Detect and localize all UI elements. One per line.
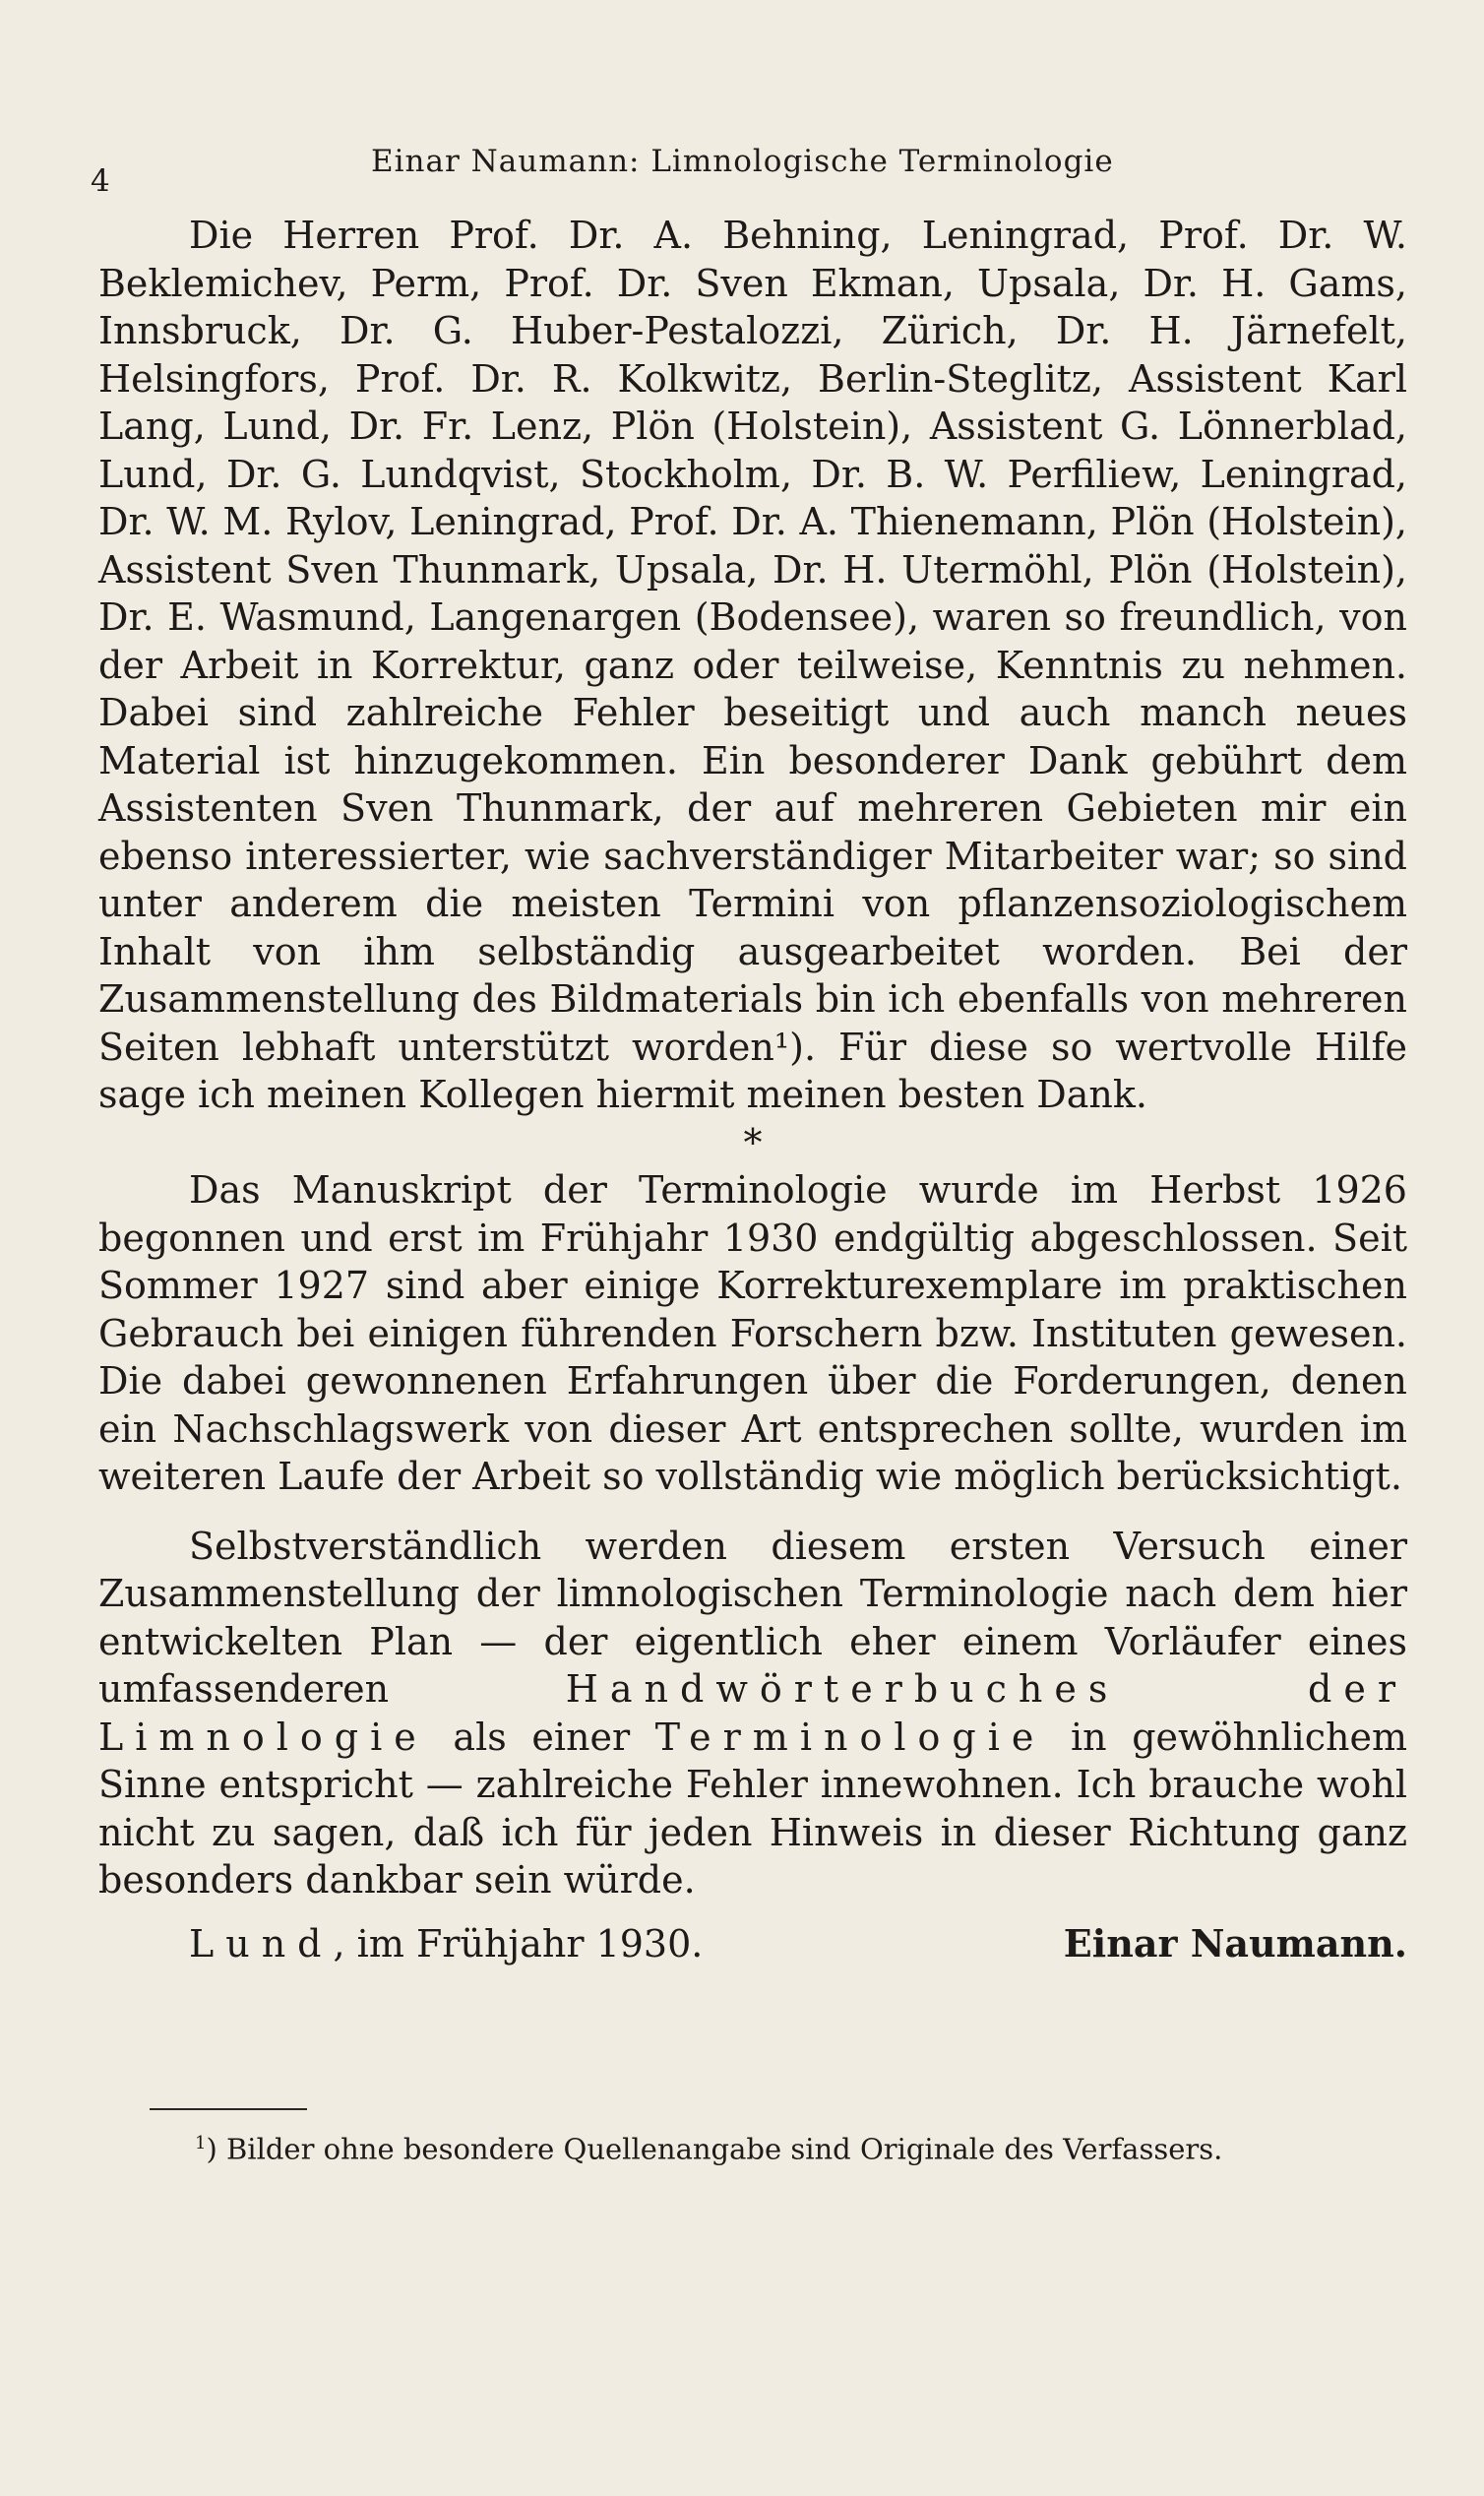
footnote-rule xyxy=(150,2108,307,2110)
page-number: 4 xyxy=(91,163,111,199)
spaced-term-handwoerterbuch: Handwörterbuches der Limnologie xyxy=(98,1667,1407,1759)
paragraph-manuscript-history: Das Manuskript der Terminologie wurde im Herbst 1926 begonnen und erst im Frühjahr 1930 endgültig abgeschlossen. Seit Sommer 1927 sind aber einige Korrekturexemplare im praktischen Gebrauch bei einigen führenden Forschern bzw. Instituten gewesen. Die dabei gewonnenen Erfahrungen über die Forderungen, denen ein Nachschlagswerk von dieser Art entsprechen sollte, wurden im weiteren Laufe der Arbeit so vollständig wie möglich berücksichtigt. xyxy=(98,1168,1407,1498)
section-separator: * xyxy=(743,1120,763,1164)
spaced-term-terminologie: Terminologie xyxy=(654,1715,1046,1759)
running-title: Einar Naumann: Limnologische Terminologie xyxy=(371,144,1114,179)
paragraph-disclaimer xyxy=(98,1523,1407,1904)
signature-name: Einar Naumann. xyxy=(1063,1920,1407,1966)
paragraph-disclaimer-part-a: Selbstverständlich werden diesem ersten Versuch einer Zusammenstellung der limnologischen Terminologie nach dem hier entwickelten Plan — der eigentlich eher einem Vorläufer eines umfassenderen xyxy=(98,1524,1407,1711)
footnote-text: ) Bilder ohne besondere Quellenangabe sind Originale des Verfassers. xyxy=(206,2132,1223,2166)
paragraph-disclaimer-part-b: als einer xyxy=(427,1715,655,1759)
signature-place: Lund xyxy=(189,1921,334,1966)
signature-line xyxy=(98,1920,1407,1975)
footnote-marker: 1 xyxy=(195,2133,207,2153)
running-head xyxy=(91,144,1409,199)
paragraph-acknowledgements: Die Herren Prof. Dr. A. Behning, Leningrad, Prof. Dr. W. Beklemichev, Perm, Prof. Dr. Sven Ekman, Upsala, Dr. H. Gams, Innsbruck, Dr. G. Huber-Pestalozzi, Zürich, Dr. H. Järnefelt, Helsingfors, Prof. Dr. R. Kolkwitz, Berlin-Steglitz, Assistent Karl Lang, Lund, Dr. Fr. Lenz, Plön (Holstein), Assistent G. Lönnerblad, Lund, Dr. G. Lundqvist, Stockholm, Dr. B. W. Perfiliew, Leningrad, Dr. W. M. Rylov, Leningrad, Prof. Dr. A. Thienemann, Plön (Holstein), Assistent Sven Thunmark, Upsala, Dr. H. Utermöhl, Plön (Holstein), Dr. E. Wasmund, Langenargen (Bodensee), waren so freundlich, von der Arbeit in Korrektur, ganz oder teilweise, Kenntnis zu nehmen. Dabei sind zahlreiche Fehler beseitigt und auch manch neues Material ist hinzugekommen. Ein besonderer Dank gebührt dem Assistenten Sven Thunmark, der auf mehreren Gebieten mir ein ebenso interessierter, wie sachverständiger Mitarbeiter war; so sind unter anderem die meisten Termini von pflanzensoziologischem Inhalt von ihm selbständig ausgearbeitet worden. Bei der Zusammenstellung des Bildmaterials bin ich ebenfalls von mehreren Seiten lebhaft unterstützt worden¹). Für diese so wertvolle Hilfe sage ich meinen Kollegen hiermit meinen besten Dank. xyxy=(98,214,1407,1116)
paragraph-disclaimer-part-c: in gewöhnlichem Sinne entspricht — zahlreiche Fehler innewohnen. Ich brauche wohl nicht zu sagen, daß ich für jeden Hinweis in dieser Richtung ganz besonders dankbar sein würde. xyxy=(98,1715,1407,1902)
body-text xyxy=(98,212,1407,1975)
footnote xyxy=(195,2124,1376,2169)
signature-date: , im Frühjahr 1930. xyxy=(333,1921,704,1966)
signature-place-date xyxy=(189,1920,703,1968)
